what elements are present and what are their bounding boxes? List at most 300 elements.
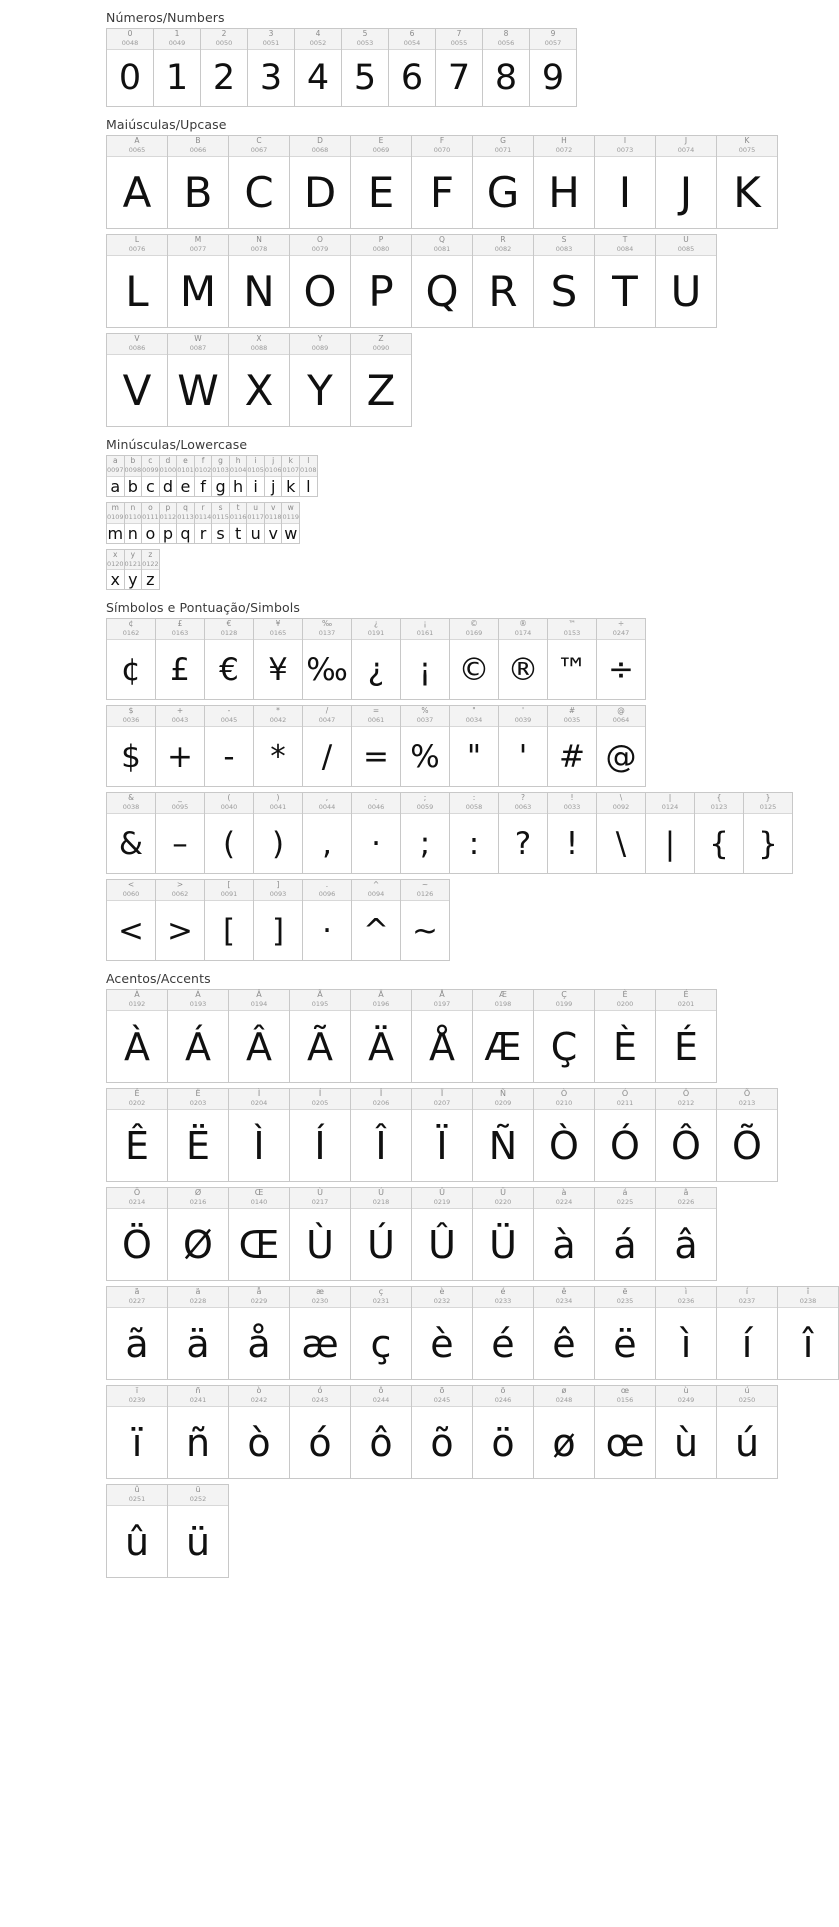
glyph-name: ú <box>744 1386 750 1396</box>
glyph-cell[interactable] <box>168 1485 229 1578</box>
glyph-cell[interactable] <box>595 1287 656 1380</box>
glyph-cell[interactable] <box>247 503 265 544</box>
glyph-code: 0120 <box>107 559 124 568</box>
glyph-name: + <box>176 706 184 716</box>
glyph-cell[interactable] <box>473 990 534 1083</box>
glyph-code: 0191 <box>367 629 385 638</box>
glyph-code: 0044 <box>318 803 336 812</box>
glyph-cell[interactable] <box>107 1485 168 1578</box>
glyph-cell[interactable] <box>107 990 168 1083</box>
glyph-cell[interactable] <box>499 793 548 874</box>
glyph-cell[interactable] <box>351 1089 412 1182</box>
glyph-row <box>106 1484 229 1578</box>
glyph-cell[interactable] <box>695 793 744 874</box>
glyph-code: 0066 <box>189 146 207 154</box>
glyph-name: M <box>194 235 202 244</box>
glyph-cell[interactable] <box>597 706 646 787</box>
glyph-code: 0050 <box>215 39 233 47</box>
glyph-cell[interactable] <box>156 880 205 961</box>
glyph-cell[interactable] <box>351 235 412 328</box>
glyph-name: \ <box>619 793 623 803</box>
glyph-preview: ~ <box>412 912 438 949</box>
glyph-cell[interactable] <box>656 136 717 229</box>
glyph-preview: c <box>145 476 155 496</box>
glyph-cell[interactable] <box>290 1386 351 1479</box>
glyph-name: J <box>684 136 688 145</box>
glyph-name: í <box>745 1287 749 1297</box>
glyph-cell-header <box>401 619 449 640</box>
glyph-name: U <box>683 235 689 244</box>
glyph-cell[interactable] <box>412 235 473 328</box>
glyph-code: 0035 <box>563 716 581 725</box>
glyph-cell-header <box>107 503 124 524</box>
glyph-name: 7 <box>456 29 462 38</box>
glyph-cell[interactable] <box>156 619 205 700</box>
glyph-preview: P <box>368 266 394 316</box>
glyph-code: 0042 <box>269 716 287 725</box>
glyph-code: 0247 <box>612 629 630 638</box>
glyph-cell[interactable] <box>499 619 548 700</box>
glyph-cell[interactable] <box>168 1188 229 1281</box>
glyph-preview: ø <box>552 1420 576 1465</box>
glyph-cell[interactable] <box>107 1089 168 1182</box>
glyph-cell[interactable] <box>254 880 303 961</box>
glyph-preview: Ó <box>610 1123 640 1168</box>
glyph-cell[interactable] <box>744 793 793 874</box>
glyph-cell[interactable] <box>412 1386 473 1479</box>
glyph-cell-header <box>450 619 498 640</box>
glyph-name: e <box>183 456 188 465</box>
glyph-cell[interactable] <box>778 1287 839 1380</box>
glyph-cell[interactable] <box>389 29 436 107</box>
glyph-cell[interactable] <box>401 880 450 961</box>
glyph-cell[interactable] <box>160 456 178 497</box>
glyph-cell[interactable] <box>107 334 168 427</box>
glyph-cell[interactable] <box>254 619 303 700</box>
glyph-cell[interactable] <box>107 1188 168 1281</box>
glyph-cell[interactable] <box>290 235 351 328</box>
glyph-cell-header <box>282 456 299 477</box>
glyph-cell[interactable] <box>205 706 254 787</box>
glyph-code: 0165 <box>269 629 287 638</box>
glyph-cell[interactable] <box>125 503 143 544</box>
glyph-cell[interactable] <box>473 1386 534 1479</box>
glyph-cell[interactable] <box>303 793 352 874</box>
glyph-cell[interactable] <box>717 1287 778 1380</box>
glyph-cell-header <box>412 235 472 256</box>
glyph-name: ( <box>227 793 231 803</box>
glyph-code: 0202 <box>128 1099 146 1108</box>
glyph-preview: [ <box>222 912 236 949</box>
glyph-preview: Ù <box>306 1222 334 1267</box>
glyph-code: 0039 <box>514 716 532 725</box>
glyph-cell[interactable] <box>401 793 450 874</box>
glyph-cell-header <box>412 1089 472 1110</box>
glyph-code: 0052 <box>309 39 327 47</box>
glyph-cell[interactable] <box>342 29 389 107</box>
glyph-preview: * <box>270 738 286 775</box>
glyph-cell[interactable] <box>352 619 401 700</box>
glyph-name: ö <box>500 1386 506 1396</box>
glyph-cell[interactable] <box>595 990 656 1083</box>
glyph-code: 0094 <box>367 890 385 899</box>
glyph-cell-header <box>530 29 576 50</box>
glyph-cell[interactable] <box>534 1089 595 1182</box>
glyph-cell[interactable] <box>229 990 290 1083</box>
glyph-cell[interactable] <box>656 1089 717 1182</box>
glyph-cell[interactable] <box>646 793 695 874</box>
glyph-cell-header <box>107 706 155 727</box>
glyph-name: A <box>134 136 140 145</box>
glyph-cell[interactable] <box>534 1188 595 1281</box>
glyph-cell[interactable] <box>195 456 213 497</box>
glyph-cell[interactable] <box>483 29 530 107</box>
glyph-code: 0068 <box>311 146 329 154</box>
glyph-cell[interactable] <box>436 29 483 107</box>
glyph-cell[interactable] <box>351 334 412 427</box>
glyph-rows <box>106 618 800 961</box>
glyph-cell[interactable] <box>351 1188 412 1281</box>
glyph-preview: S <box>550 266 578 316</box>
glyph-preview: " <box>466 738 482 775</box>
glyph-cell[interactable] <box>412 1287 473 1380</box>
glyph-cell[interactable] <box>107 136 168 229</box>
glyph-cell[interactable] <box>595 1089 656 1182</box>
glyph-cell[interactable] <box>597 619 646 700</box>
glyph-code: 0108 <box>300 466 317 474</box>
glyph-cell[interactable] <box>142 503 160 544</box>
glyph-cell[interactable] <box>717 136 778 229</box>
glyph-code: 0089 <box>311 344 329 352</box>
glyph-code: 0037 <box>416 716 434 725</box>
glyph-name: ø <box>561 1386 567 1396</box>
glyph-cell[interactable] <box>450 706 499 787</box>
glyph-cell-header <box>534 990 594 1011</box>
glyph-cell-header <box>290 1089 350 1110</box>
glyph-name: K <box>744 136 750 145</box>
glyph-cell[interactable] <box>548 619 597 700</box>
glyph-cell[interactable] <box>401 619 450 700</box>
glyph-cell[interactable] <box>717 1386 778 1479</box>
glyph-name: Õ <box>743 1089 751 1099</box>
glyph-cell[interactable] <box>248 29 295 107</box>
glyph-cell[interactable] <box>107 619 156 700</box>
glyph-cell-header <box>229 1287 289 1308</box>
glyph-name: Ö <box>133 1188 141 1198</box>
glyph-cell[interactable] <box>351 990 412 1083</box>
glyph-cell[interactable] <box>351 1287 412 1380</box>
glyph-cell[interactable] <box>473 136 534 229</box>
glyph-cell[interactable] <box>595 1188 656 1281</box>
glyph-cell[interactable] <box>230 456 248 497</box>
glyph-cell-header <box>412 1287 472 1308</box>
glyph-cell[interactable] <box>595 136 656 229</box>
glyph-cell-header <box>656 136 716 157</box>
glyph-name: f <box>201 456 205 465</box>
glyph-preview: ï <box>131 1420 143 1465</box>
glyph-cell[interactable] <box>229 1287 290 1380</box>
glyph-cell-header <box>534 235 594 256</box>
glyph-preview: 8 <box>494 57 518 98</box>
glyph-cell-header <box>142 503 159 524</box>
glyph-cell[interactable] <box>125 456 143 497</box>
glyph-name: ^ <box>372 880 380 890</box>
glyph-cell-header <box>248 29 294 50</box>
glyph-preview: n <box>127 523 138 543</box>
glyph-cell[interactable] <box>548 793 597 874</box>
glyph-cell[interactable] <box>201 29 248 107</box>
glyph-cell-header <box>656 990 716 1011</box>
glyph-cell[interactable] <box>530 29 577 107</box>
glyph-code: 0231 <box>372 1297 390 1306</box>
glyph-code: 0038 <box>122 803 140 812</box>
glyph-cell[interactable] <box>450 619 499 700</box>
glyph-preview: # <box>559 738 585 775</box>
glyph-name: Á <box>195 990 201 1000</box>
glyph-name: Ü <box>500 1188 506 1198</box>
glyph-cell[interactable] <box>177 503 195 544</box>
glyph-cell[interactable] <box>177 456 195 497</box>
glyph-cell-header <box>290 1386 350 1407</box>
glyph-cell[interactable] <box>412 136 473 229</box>
glyph-cell[interactable] <box>254 706 303 787</box>
glyph-cell[interactable] <box>401 706 450 787</box>
glyph-cell[interactable] <box>597 793 646 874</box>
glyph-cell[interactable] <box>205 793 254 874</box>
glyph-preview: ê <box>552 1321 576 1366</box>
glyph-cell[interactable] <box>107 235 168 328</box>
glyph-preview: Î <box>375 1123 387 1168</box>
glyph-cell[interactable] <box>195 503 213 544</box>
glyph-name: ® <box>519 619 527 629</box>
glyph-cell[interactable] <box>168 235 229 328</box>
glyph-preview: q <box>180 523 191 543</box>
glyph-cell[interactable] <box>168 334 229 427</box>
glyph-cell[interactable] <box>295 29 342 107</box>
glyph-code: 0204 <box>250 1099 268 1108</box>
glyph-name: ï <box>135 1386 139 1396</box>
glyph-preview: $ <box>121 738 141 775</box>
glyph-cell[interactable] <box>351 136 412 229</box>
glyph-code: 0062 <box>171 890 189 899</box>
glyph-code: 0060 <box>122 890 140 899</box>
glyph-cell[interactable] <box>290 136 351 229</box>
glyph-cell[interactable] <box>168 1386 229 1479</box>
glyph-cell[interactable] <box>107 29 154 107</box>
glyph-cell[interactable] <box>212 456 230 497</box>
glyph-cell[interactable] <box>282 503 300 544</box>
glyph-name: ÷ <box>617 619 625 629</box>
glyph-cell[interactable] <box>534 1386 595 1479</box>
glyph-cell[interactable] <box>229 334 290 427</box>
glyph-cell[interactable] <box>412 1089 473 1182</box>
glyph-preview: e <box>180 476 191 496</box>
glyph-name: { <box>716 793 722 803</box>
glyph-cell[interactable] <box>548 706 597 787</box>
glyph-preview: y <box>128 570 138 590</box>
glyph-cell-header <box>303 880 351 901</box>
glyph-preview: ] <box>271 912 285 949</box>
glyph-name: Œ <box>254 1188 264 1198</box>
glyph-cell[interactable] <box>156 706 205 787</box>
glyph-cell[interactable] <box>534 990 595 1083</box>
glyph-cell[interactable] <box>290 1089 351 1182</box>
glyph-cell[interactable] <box>107 456 125 497</box>
glyph-preview: Ë <box>185 1123 210 1168</box>
glyph-cell[interactable] <box>107 503 125 544</box>
glyph-cell[interactable] <box>265 456 283 497</box>
glyph-cell[interactable] <box>125 550 143 591</box>
glyph-cell[interactable] <box>303 619 352 700</box>
glyph-cell[interactable] <box>534 1287 595 1380</box>
glyph-code: 0046 <box>367 803 385 812</box>
glyph-cell[interactable] <box>473 1287 534 1380</box>
glyph-cell[interactable] <box>717 1089 778 1182</box>
glyph-code: 0048 <box>121 39 139 47</box>
glyph-cell[interactable] <box>534 136 595 229</box>
glyph-name: . <box>374 793 378 803</box>
glyph-code: 0103 <box>212 466 229 474</box>
glyph-cell[interactable] <box>290 990 351 1083</box>
section-accents <box>0 971 817 1578</box>
glyph-cell[interactable] <box>290 1287 351 1380</box>
glyph-cell-header <box>499 706 547 727</box>
glyph-cell[interactable] <box>160 503 178 544</box>
glyph-cell[interactable] <box>265 503 283 544</box>
glyph-cell[interactable] <box>290 334 351 427</box>
glyph-cell[interactable] <box>229 1089 290 1182</box>
glyph-code: 0054 <box>403 39 421 47</box>
glyph-cell[interactable] <box>142 456 160 497</box>
glyph-row <box>106 234 717 328</box>
glyph-name: H <box>561 136 567 145</box>
glyph-cell[interactable] <box>450 793 499 874</box>
glyph-preview: \ <box>615 825 627 862</box>
glyph-cell[interactable] <box>168 1089 229 1182</box>
glyph-cell[interactable] <box>595 235 656 328</box>
glyph-name: T <box>622 235 628 244</box>
glyph-cell[interactable] <box>229 136 290 229</box>
glyph-cell[interactable] <box>352 706 401 787</box>
glyph-code: 0217 <box>311 1198 329 1207</box>
glyph-cell[interactable] <box>107 1386 168 1479</box>
glyph-cell[interactable] <box>254 793 303 874</box>
glyph-cell[interactable] <box>282 456 300 497</box>
glyph-cell[interactable] <box>656 235 717 328</box>
glyph-code: 0227 <box>128 1297 146 1306</box>
glyph-cell[interactable] <box>351 1386 412 1479</box>
glyph-name: 9 <box>550 29 556 38</box>
glyph-cell[interactable] <box>412 1188 473 1281</box>
glyph-cell[interactable] <box>168 136 229 229</box>
glyph-name: B <box>195 136 201 145</box>
glyph-cell[interactable] <box>352 880 401 961</box>
glyph-cell-header <box>342 29 388 50</box>
glyph-cell[interactable] <box>142 550 160 591</box>
glyph-cell[interactable] <box>107 550 125 591</box>
glyph-name: t <box>236 502 240 512</box>
glyph-cell[interactable] <box>229 235 290 328</box>
glyph-cell[interactable] <box>107 706 156 787</box>
glyph-code: 0057 <box>544 39 562 47</box>
glyph-cell-header <box>656 1386 716 1407</box>
glyph-preview: K <box>733 167 761 217</box>
glyph-cell[interactable] <box>473 235 534 328</box>
glyph-preview: g <box>215 476 226 496</box>
glyph-code: 0033 <box>563 803 581 812</box>
glyph-cell[interactable] <box>205 619 254 700</box>
glyph-cell[interactable] <box>412 990 473 1083</box>
glyph-cell[interactable] <box>107 1287 168 1380</box>
glyph-code: 0100 <box>159 466 177 474</box>
glyph-cell[interactable] <box>303 706 352 787</box>
glyph-name: d <box>165 456 171 465</box>
glyph-cell[interactable] <box>473 1188 534 1281</box>
glyph-cell[interactable] <box>205 880 254 961</box>
glyph-cell[interactable] <box>168 1287 229 1380</box>
glyph-cell[interactable] <box>352 793 401 874</box>
glyph-preview: { <box>709 825 729 862</box>
glyph-cell-header <box>177 503 194 524</box>
glyph-cell[interactable] <box>154 29 201 107</box>
glyph-cell[interactable] <box>229 1188 290 1281</box>
glyph-cell[interactable] <box>595 1386 656 1479</box>
glyph-cell[interactable] <box>156 793 205 874</box>
glyph-cell[interactable] <box>473 1089 534 1182</box>
glyph-cell-header <box>450 793 498 814</box>
glyph-preview: £ <box>170 651 190 688</box>
glyph-preview: + <box>167 738 193 775</box>
glyph-cell[interactable] <box>212 503 230 544</box>
glyph-code: 0102 <box>194 466 212 474</box>
glyph-cell[interactable] <box>656 990 717 1083</box>
glyph-cell[interactable] <box>168 990 229 1083</box>
glyph-cell[interactable] <box>229 1386 290 1479</box>
glyph-cell-header <box>412 1386 472 1407</box>
glyph-cell[interactable] <box>303 880 352 961</box>
glyph-name: G <box>500 136 506 145</box>
glyph-cell[interactable] <box>247 456 265 497</box>
glyph-cell-header <box>351 1089 411 1110</box>
glyph-preview: 2 <box>212 57 236 98</box>
glyph-code: 0244 <box>372 1396 390 1405</box>
glyph-cell[interactable] <box>534 235 595 328</box>
glyph-preview: î <box>802 1321 814 1366</box>
section-title: Acentos/Accents <box>106 971 211 987</box>
glyph-cell[interactable] <box>107 880 156 961</box>
glyph-cell[interactable] <box>290 1188 351 1281</box>
glyph-cell[interactable] <box>107 793 156 874</box>
glyph-cell[interactable] <box>230 503 248 544</box>
glyph-code: 0111 <box>142 512 159 521</box>
glyph-code: 0153 <box>563 629 581 638</box>
glyph-cell[interactable] <box>656 1188 717 1281</box>
glyph-cell[interactable] <box>499 706 548 787</box>
glyph-cell-header <box>351 1188 411 1209</box>
glyph-cell-header <box>473 1386 533 1407</box>
glyph-cell[interactable] <box>656 1287 717 1380</box>
glyph-cell[interactable] <box>656 1386 717 1479</box>
glyph-code: 0073 <box>616 146 634 154</box>
glyph-cell-header <box>107 880 155 901</box>
glyph-cell-header <box>534 1089 594 1110</box>
glyph-code: 0098 <box>124 466 142 474</box>
glyph-name: l <box>307 456 310 465</box>
glyph-cell[interactable] <box>300 456 318 497</box>
glyph-code: 0230 <box>311 1297 329 1306</box>
glyph-preview: í <box>741 1321 753 1366</box>
glyph-name: ¢ <box>128 619 134 629</box>
